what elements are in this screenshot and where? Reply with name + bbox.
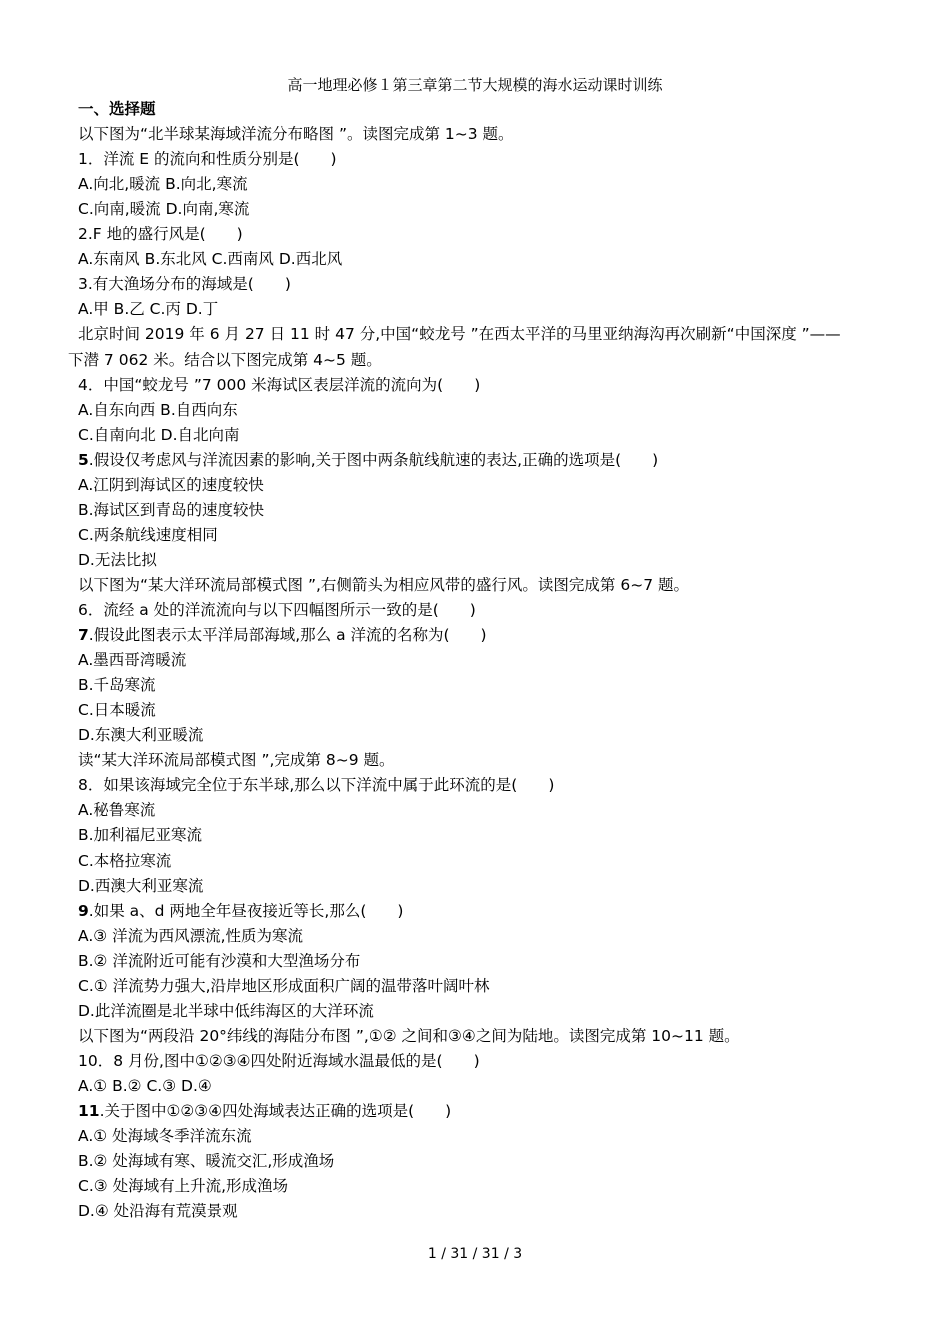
line-text: D.④ 处沿海有荒漠景观 <box>78 1202 238 1220</box>
text-line <box>78 673 156 698</box>
text-line <box>78 623 487 648</box>
text-line <box>78 773 554 798</box>
text-line <box>78 748 394 773</box>
line-text: A.秘鲁寒流 <box>78 801 156 819</box>
text-line <box>78 322 841 347</box>
text-line <box>78 573 689 598</box>
text-line <box>78 1199 238 1224</box>
line-text: D.此洋流圈是北半球中低纬海区的大洋环流 <box>78 1002 374 1020</box>
line-text: A.东南风 B.东北风 C.西南风 D.西北风 <box>78 250 343 268</box>
text-line <box>78 498 264 523</box>
line-text: B.② 处海域有寒、暖流交汇,形成渔场 <box>78 1152 335 1170</box>
line-text: C.本格拉寒流 <box>78 852 172 870</box>
text-line <box>78 122 514 147</box>
text-line <box>78 823 202 848</box>
line-text: .假设仅考虑风与洋流因素的影响,关于图中两条航线航速的表达,正确的选项是( ) <box>88 451 659 469</box>
line-text: 3.有大渔场分布的海域是( ) <box>78 275 291 293</box>
text-line <box>78 473 264 498</box>
question-number: 7 <box>78 626 89 644</box>
line-text: 以下图为“某大洋环流局部模式图 ”,右侧箭头为相应风带的盛行风。读图完成第 6~7 题。 <box>78 576 689 594</box>
line-text: A.向北,暖流 B.向北,寒流 <box>78 175 248 193</box>
text-line <box>78 1074 212 1099</box>
page-footer: 1 / 31 / 31 / 3 <box>427 1246 523 1262</box>
line-text: C.自南向北 D.自北向南 <box>78 426 240 444</box>
line-text: 4．中国“蛟龙号 ”7 000 米海试区表层洋流的流向为( ) <box>78 376 481 394</box>
line-text: 北京时间 2019 年 6 月 27 日 11 时 47 分,中国“蛟龙号 ”在西太平洋的马里亚纳海沟再次刷新“中国深度 ”—— <box>78 325 841 343</box>
text-line <box>78 423 240 448</box>
text-line <box>78 548 157 573</box>
text-line <box>78 974 490 999</box>
line-text: D.东澳大利亚暖流 <box>78 726 204 744</box>
line-text: D.无法比拟 <box>78 551 157 569</box>
question-number: 11 <box>78 1102 100 1120</box>
line-text: B.加利福尼亚寒流 <box>78 826 203 844</box>
text-line <box>78 899 403 924</box>
line-text: C.① 洋流势力强大,沿岸地区形成面积广阔的温带落叶阔叶林 <box>78 977 490 995</box>
text-line <box>78 1049 480 1074</box>
text-line <box>78 723 203 748</box>
line-text: 6．流经 a 处的洋流流向与以下四幅图所示一致的是( ) <box>78 601 476 619</box>
text-line <box>78 1124 252 1149</box>
line-text: 2.F 地的盛行风是( ) <box>78 225 243 243</box>
line-text: A.① 处海域冬季洋流东流 <box>78 1127 252 1145</box>
text-line <box>78 849 171 874</box>
text-line <box>78 598 476 623</box>
line-text: .假设此图表示太平洋局部海域,那么 a 洋流的名称为( ) <box>88 626 487 644</box>
line-text: C.两条航线速度相同 <box>78 526 218 544</box>
section-heading <box>78 97 156 122</box>
text-line <box>78 398 238 423</box>
line-text: 10．8 月份,图中①②③④四处附近海域水温最低的是( ) <box>78 1052 480 1070</box>
line-text: 以下图为“两段沿 20°纬线的海陆分布图 ”,①② 之间和③④之间为陆地。读图完成第 10~11 题。 <box>78 1027 740 1045</box>
text-line <box>78 1099 451 1124</box>
line-text: A.甲 B.乙 C.丙 D.丁 <box>78 300 219 318</box>
document-title: 高一地理必修１第三章第二节大规模的海水运动课时训练 <box>287 76 663 94</box>
line-text: 一、选择题 <box>78 100 156 118</box>
text-line <box>78 1149 334 1174</box>
line-text: A.③ 洋流为西风漂流,性质为寒流 <box>78 927 304 945</box>
line-text: C.③ 处海域有上升流,形成渔场 <box>78 1177 289 1195</box>
question-number: 9 <box>78 902 89 920</box>
text-line <box>78 999 374 1024</box>
line-text: C.向南,暖流 D.向南,寒流 <box>78 200 250 218</box>
line-text: .如果 a、d 两地全年昼夜接近等长,那么( ) <box>88 902 404 920</box>
text-line <box>78 523 218 548</box>
text-line <box>78 172 248 197</box>
text-line <box>78 798 155 823</box>
text-line <box>78 1174 288 1199</box>
text-line <box>78 448 658 473</box>
line-text: 1．洋流 E 的流向和性质分别是( ) <box>78 150 337 168</box>
text-line <box>68 348 382 373</box>
line-text: A.自东向西 B.自西向东 <box>78 401 238 419</box>
line-text: 8．如果该海域完全位于东半球,那么以下洋流中属于此环流的是( ) <box>78 776 555 794</box>
line-text: D.西澳大利亚寒流 <box>78 877 204 895</box>
line-text: 以下图为“北半球某海域洋流分布略图 ”。读图完成第 1~3 题。 <box>78 125 514 143</box>
question-number: 5 <box>78 451 89 469</box>
text-line <box>78 197 249 222</box>
text-line <box>78 1024 740 1049</box>
text-line <box>78 373 480 398</box>
line-text: B.海试区到青岛的速度较快 <box>78 501 265 519</box>
line-text: 读“某大洋环流局部模式图 ”,完成第 8~9 题。 <box>78 751 395 769</box>
text-line <box>78 698 156 723</box>
line-text: A.江阴到海试区的速度较快 <box>78 476 264 494</box>
line-text: A.① B.② C.③ D.④ <box>78 1077 212 1095</box>
text-line <box>78 247 342 272</box>
text-line <box>78 222 243 247</box>
text-line <box>78 874 203 899</box>
text-line <box>78 648 186 673</box>
text-line <box>78 924 303 949</box>
text-line <box>78 147 337 172</box>
line-text: 下潜 7 062 米。结合以下图完成第 4~5 题。 <box>68 351 382 369</box>
text-line <box>78 297 218 322</box>
text-line <box>78 272 291 297</box>
line-text: C.日本暖流 <box>78 701 156 719</box>
line-text: A.墨西哥湾暖流 <box>78 651 187 669</box>
line-text: B.② 洋流附近可能有沙漠和大型渔场分布 <box>78 952 361 970</box>
line-text: .关于图中①②③④四处海域表达正确的选项是( ) <box>99 1102 452 1120</box>
text-line <box>78 949 360 974</box>
line-text: B.千岛寒流 <box>78 676 156 694</box>
